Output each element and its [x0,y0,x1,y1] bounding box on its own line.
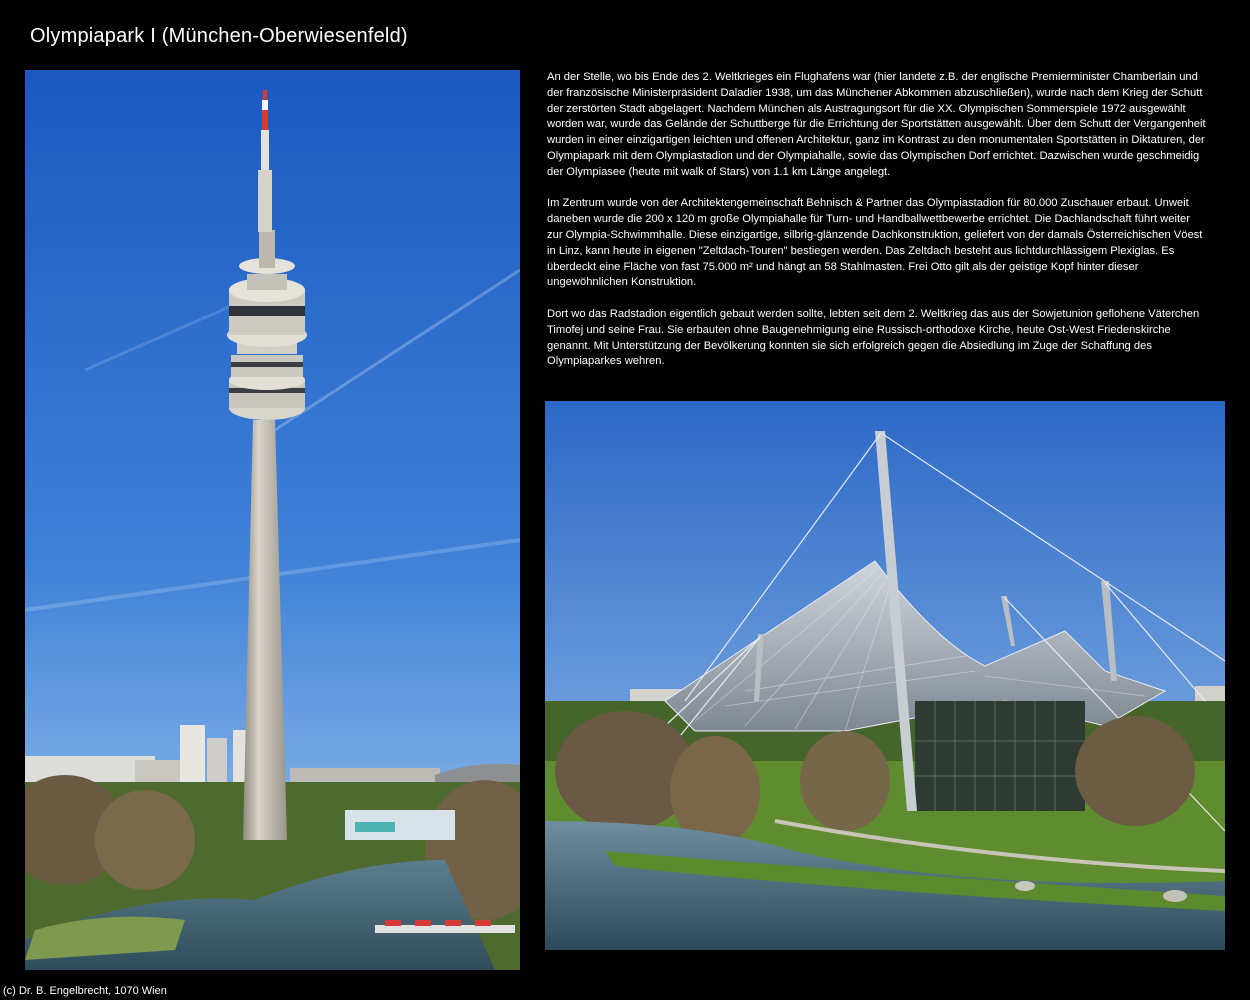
paragraph-history: An der Stelle, wo bis Ende des 2. Weltkrieges ein Flughafens war (hier landete z.B. der englische Premierminister Chamberlain und der französische Ministerpräsident Daladier 1938, um das Münchener Abkommen abzuschließen), wurde nach dem Krieg der Schutt der zerstörten Stadt abgelagert. Nachdem München als Austragungsort für die XX. Olympischen Sommerspiele 1972 ausgewählt worden war, wurde das Gelände der Schuttberge für die Errichtung der Sportstätten ausgewählt. Über dem Schutt der Vergangenheit wurden in einer einzigartigen leichten und offenen Architektur, ganz im Kontrast zu den monumentalen Sportstätten in Diktaturen, der Olympiapark mit dem Olympiastadion und der Olympiahalle, sowie das Olympischen Dorf errichtet. Dazwischen wurde geschmeidig der Olympiasee (heute mit walk of Stars) von 1.1 km Länge angelegt. [547,71,1206,178]
olympic-tower-photo [25,70,520,970]
paragraph-church: Dort wo das Radstadion eigentlich gebaut werden sollte, lebten seit dem 2. Weltkrieg das aus der Sowjetunion geflohene Väterchen Timofej und seine Frau. Sie erbauten ohne Baugenehmigung eine Russisch-orthodoxe Kirche, heute Ost-West Friedenskirche genannt. Mit Unterstützung der Bevölkerung konnten sie sich erfolgreich gegen die Absiedlung im Zuge der Schaffung des Olympiaparkes wehren. [547,307,1200,368]
paragraph-stadium: Im Zentrum wurde von der Architektengemeinschaft Behnisch & Partner das Olympiastadion für 80.000 Zuschauer erbaut. Unweit daneben wurde die 200 x 120 m große Olympiahalle für Turn- und Handballwettbewerbe errichtet. Die Dachlandschaft führt weiter zur Olympia-Schwimmhalle. Diese einzigartige, silbrig-glänzende Dachkonstruktion, geliefert von der damals Österreichischen Vöest in Linz, kann heute in eigenen "Zeltdach-Touren" bestiegen werden. Das Zeltdach besteht aus lichtdurchlässigem Plexiglas. Es überdeckt eine Fläche von fast 75.000 m² und hängt an 58 Stahlmasten. Frei Otto gilt als der geistige Kopf hinter dieser ungewöhnlichen Konstruktion. [547,197,1203,289]
tent-roof-photo [545,401,1225,950]
copyright-footer: (c) Dr. B. Engelbrecht, 1070 Wien [3,985,167,997]
article-text [547,70,1207,386]
page-title: Olympiapark I (München-Oberwiesenfeld) [30,25,408,47]
